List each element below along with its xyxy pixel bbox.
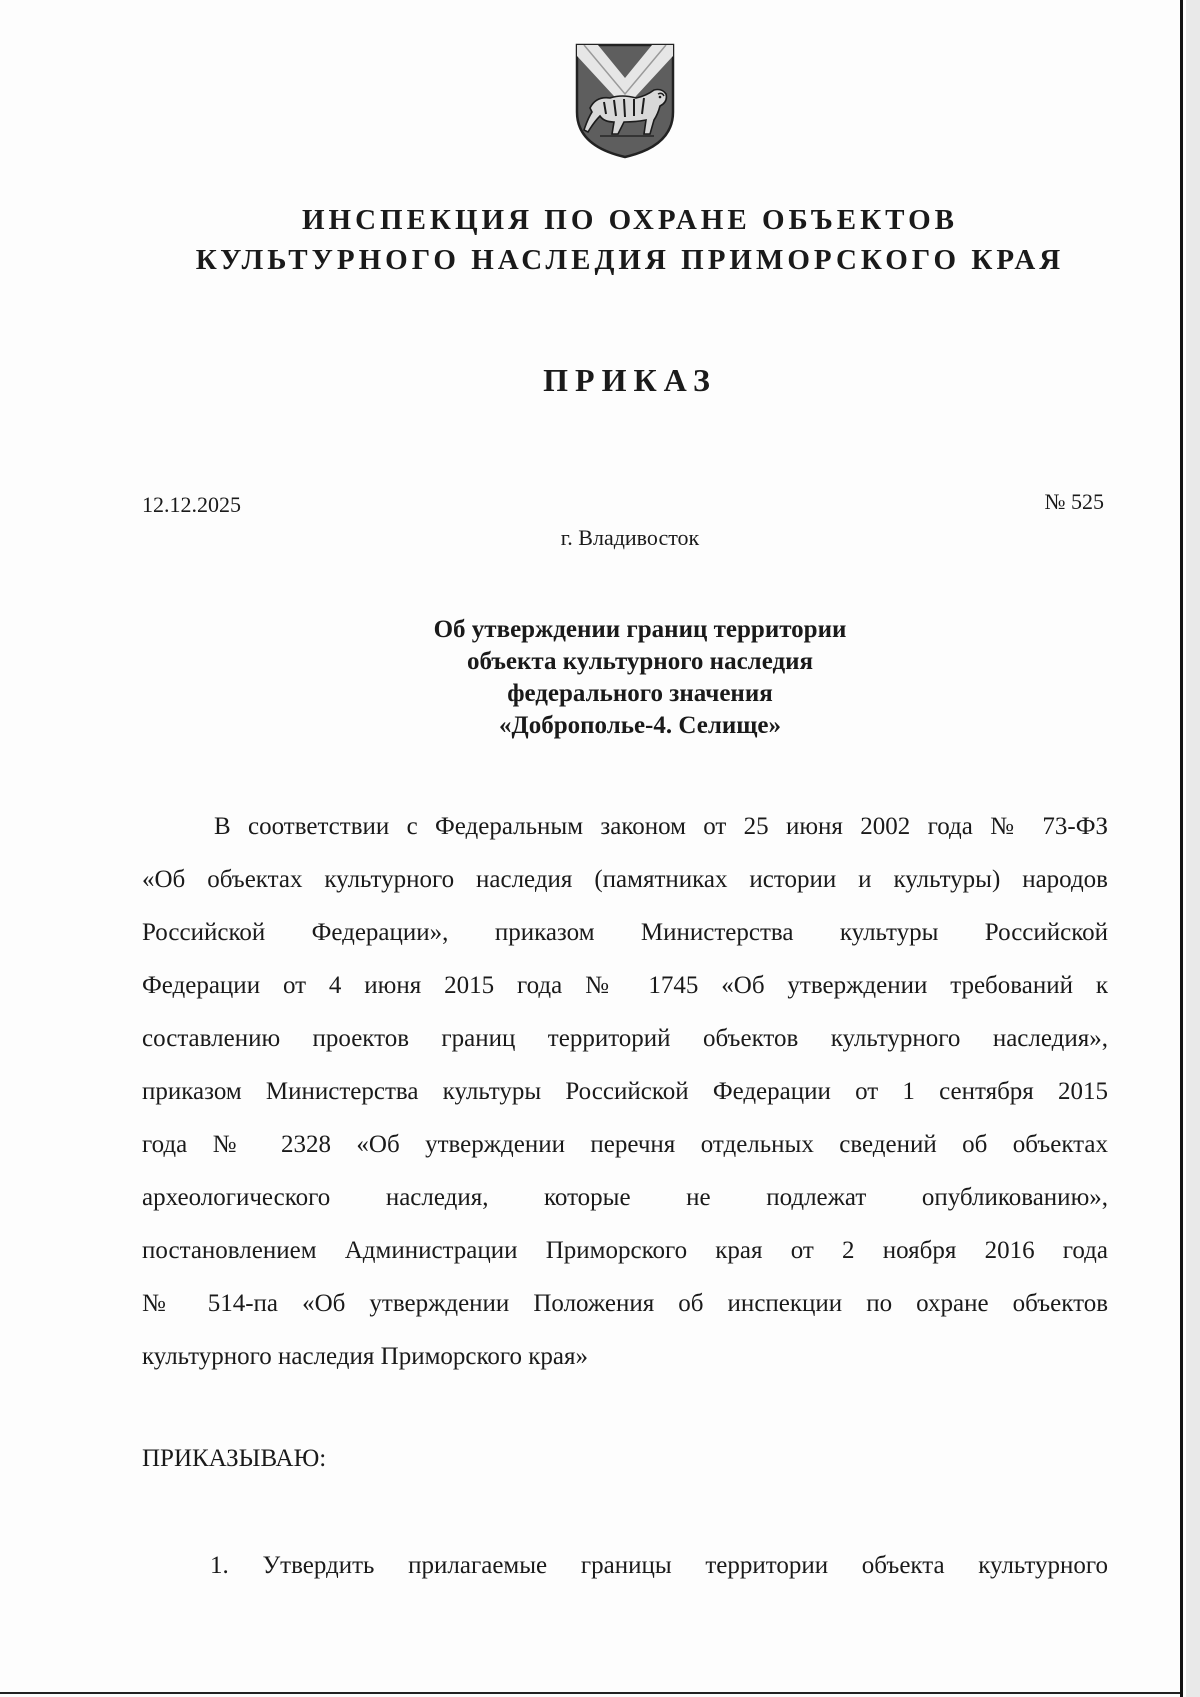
preamble-line: постановлением Администрации Приморского края от 2 ноября 2016 года <box>142 1237 1108 1264</box>
subject-line: «Доброполье-4. Селище» <box>499 712 781 739</box>
preamble-line: приказом Министерства культуры Российской Федерации от 1 сентября 2015 <box>142 1078 1108 1105</box>
preamble-line: года № 2328 «Об утверждении перечня отдельных сведений об объектах <box>142 1131 1108 1158</box>
scan-margin <box>1186 0 1200 1697</box>
preamble-line: В соответствии с Федеральным законом от 25 июня 2002 года № 73-ФЗ <box>214 813 1108 840</box>
preamble-line: Российской Федерации», приказом Министерства культуры Российской <box>142 919 1108 946</box>
coat-of-arms-icon <box>574 42 676 160</box>
organization-name-line-1: ИНСПЕКЦИЯ ПО ОХРАНЕ ОБЪЕКТОВ <box>301 204 959 236</box>
preamble-line: культурного наследия Приморского края» <box>142 1343 588 1370</box>
page-edge-shadow <box>1180 0 1183 1697</box>
preamble-line: археологического наследия, которые не подлежат опубликованию», <box>142 1184 1108 1211</box>
page-bottom-edge <box>0 1692 1180 1694</box>
subject-line: объекта культурного наследия <box>466 648 814 675</box>
document-type-heading: ПРИКАЗ <box>543 362 717 398</box>
document-date: 12.12.2025 <box>142 492 241 517</box>
preamble-line: № 514-па «Об утверждении Положения об инспекции по охране объектов <box>142 1290 1108 1317</box>
subject-line: Об утверждении границ территории <box>433 616 847 643</box>
document-number: № 525 <box>1044 489 1104 514</box>
organization-name-line-2: КУЛЬТУРНОГО НАСЛЕДИЯ ПРИМОРСКОГО КРАЯ <box>195 244 1065 276</box>
preamble-line: «Об объектах культурного наследия (памятниках истории и культуры) народов <box>142 866 1108 893</box>
preamble-line: составлению проектов границ территорий объектов культурного наследия», <box>142 1025 1108 1052</box>
order-directive: ПРИКАЗЫВАЮ: <box>142 1445 327 1472</box>
order-item-1: 1. Утвердить прилагаемые границы территории объекта культурного <box>210 1552 1108 1579</box>
subject-line: федерального значения <box>507 680 773 707</box>
preamble-line: Федерации от 4 июня 2015 года № 1745 «Об утверждении требований к <box>142 972 1108 999</box>
document-city: г. Владивосток <box>560 525 700 550</box>
